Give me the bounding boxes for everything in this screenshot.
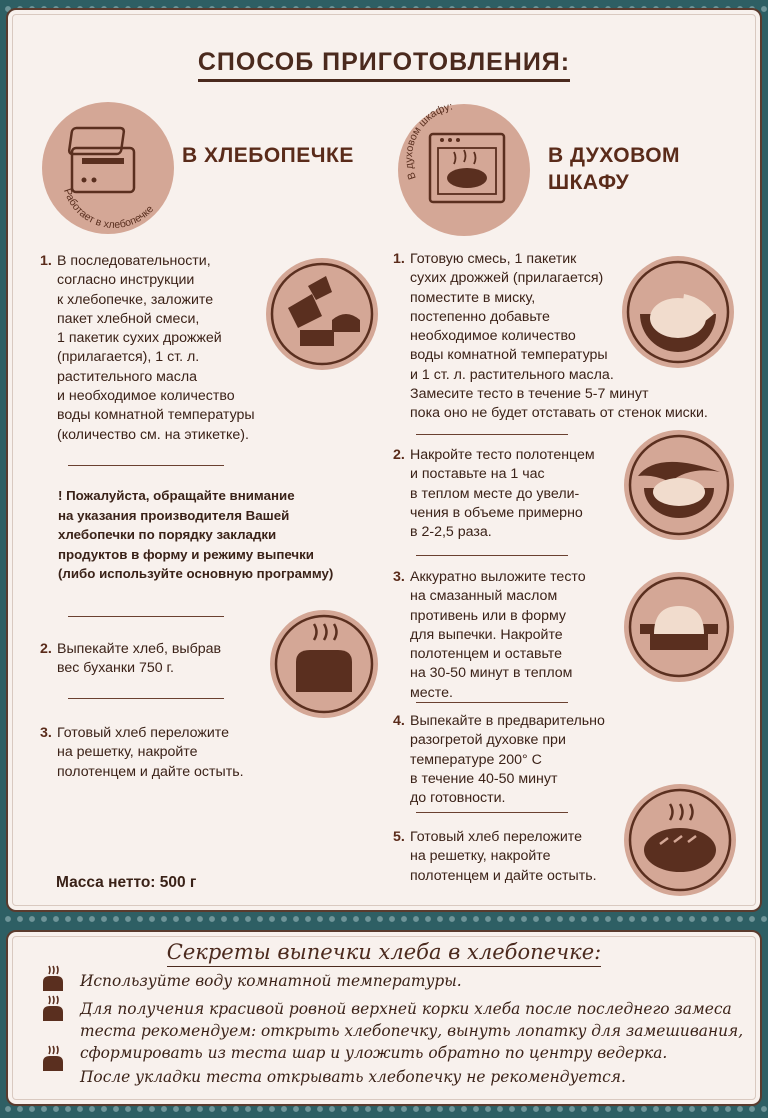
ingredients-circle <box>266 258 378 370</box>
svg-text:Работает в хлебопечке: Работает в хлебопечке <box>61 187 157 232</box>
ingredients-icon <box>266 258 378 370</box>
right-step-2: 2. Накройте тесто полотенцем и поставьте на 1 час в теплом месте до увели- чения в объеме примерно в 2-2,5 раза. <box>393 447 595 541</box>
separator <box>68 465 224 466</box>
left-step-3: 3. Готовый хлеб переложите на решетку, накройте полотенцем и дайте остыть. <box>40 725 244 780</box>
kneading-bowl-circle <box>622 256 734 368</box>
round-bread-icon <box>624 784 736 896</box>
kneading-bowl-icon <box>622 256 734 368</box>
separator <box>416 555 568 556</box>
small-bread-icon <box>38 994 68 1029</box>
secret-tip-2: Для получения красивой ровной верхней корки хлеба после последнего замеса теста рекомендуем: открыть хлебопечку, вынуть лопатку для замешивания, сформировать из теста шар и уложить обратно по центру ведерка. <box>80 1000 744 1062</box>
covered-bowl-circle <box>624 430 734 540</box>
page-title: СПОСОБ ПРИГОТОВЛЕНИЯ: <box>8 48 760 82</box>
breadmaker-note: ! Пожалуйста, обращайте внимание на указания производителя Вашей хлебопечки по порядку закладки продуктов в форму и режиму выпечки (либо используйте основную программу) <box>58 488 334 581</box>
separator <box>68 616 224 617</box>
secret-tip-3: После укладки теста открывать хлебопечку не рекомендуется. <box>80 1068 626 1086</box>
bread-maker-icon <box>42 102 174 234</box>
separator <box>416 702 568 703</box>
covered-bowl-icon <box>624 430 734 540</box>
dough-in-pan-icon <box>624 572 734 682</box>
bread-maker-badge <box>42 102 174 234</box>
middle-dots-border <box>0 910 768 928</box>
right-step-3: 3. Аккуратно выложите тесто на смазанный маслом противень или в форму для выпечки. Накройте полотенцем и оставьте на 30-50 минут в теплом месте. <box>393 569 586 701</box>
separator <box>416 434 568 435</box>
dough-in-pan-circle <box>624 572 734 682</box>
baked-loaf-circle <box>270 610 378 718</box>
net-weight: Масса нетто: 500 г <box>56 874 197 891</box>
secret-tip-1: Используйте воду комнатной температуры. <box>80 972 462 990</box>
left-step-2: 2. Выпекайте хлеб, выбрав вес буханки 750 г. <box>40 641 222 677</box>
svg-text:В духовом шкафу:: В духовом шкафу: <box>402 104 454 182</box>
secrets-title: Секреты выпечки хлеба в хлебопечке: <box>8 940 760 967</box>
separator <box>416 812 568 813</box>
baked-loaf-icon <box>270 610 378 718</box>
secrets-panel <box>6 930 762 1106</box>
right-step-1: 1. Готовую смесь, 1 пакетик сухих дрожжей (прилагается) поместите в миску, постепенно добавьте необходимое количество воды комнатной температуры и 1 ст. л. растительного масла. Замесите тесто в течение 5-7 минут пока оно не будет отставать от стенок миски. <box>393 251 708 422</box>
method-panel <box>6 8 762 912</box>
right-step-4: 4. Выпекайте в предварительно разогретой духовке при температуре 200° С в течение 40-50 минут до готовности. <box>393 713 605 807</box>
oven-heading: В ДУХОВОМ ШКАФУ <box>548 144 681 194</box>
round-bread-circle <box>624 784 736 896</box>
right-step-5: 5. Готовый хлеб переложите на решетку, накройте полотенцем и дайте остыть. <box>393 829 597 884</box>
oven-icon <box>398 104 530 236</box>
separator <box>68 698 224 699</box>
breadmaker-heading: В ХЛЕБОПЕЧКЕ <box>182 144 354 167</box>
small-bread-icon <box>38 1044 68 1079</box>
left-step-1: 1. В последовательности, согласно инструкции к хлебопечке, заложите пакет хлебной смеси, 1 пакетик сухих дрожжей (прилагается), 1 ст. л. растительного масла и необходимое количество воды комнатной температуры (количество см. на этикетке). <box>40 253 255 443</box>
oven-badge <box>398 104 530 236</box>
